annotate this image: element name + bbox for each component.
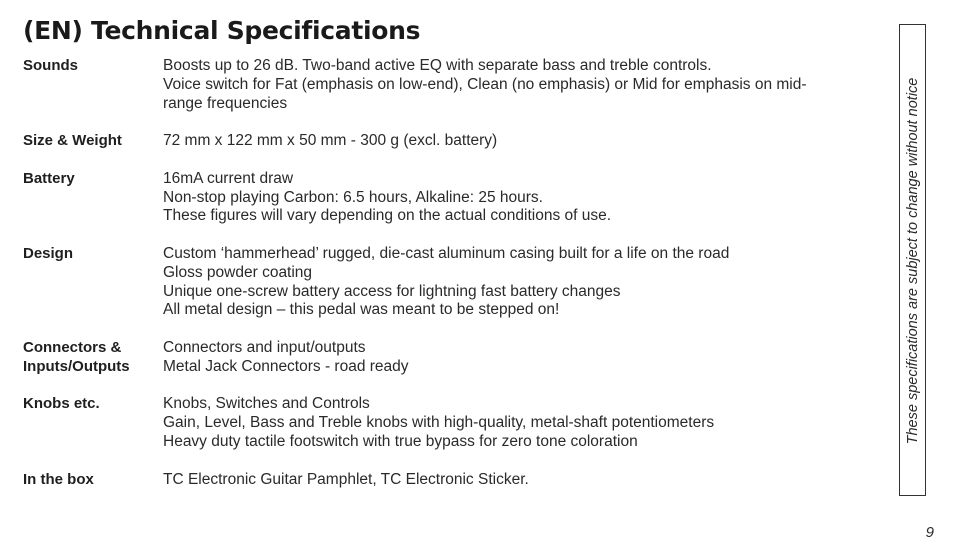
spec-row-size-weight [23, 132, 883, 151]
spec-line: 72 mm x 122 mm x 50 mm - 300 g (excl. battery) [163, 132, 498, 150]
spec-value [163, 339, 883, 377]
spec-line: 16mA current draw [163, 169, 294, 187]
spec-line: range frequencies [163, 94, 288, 112]
spec-line: Gloss powder coating [163, 263, 313, 281]
spec-label-line: Battery [23, 169, 75, 187]
spec-row-knobs [23, 395, 883, 451]
spec-line: Unique one-screw battery access for lightning fast battery changes [163, 282, 621, 300]
spec-label-line: Inputs/Outputs [23, 357, 130, 375]
spec-label [23, 132, 163, 151]
spec-label-line: Design [23, 244, 74, 262]
spec-label [23, 395, 163, 451]
spec-line: Boosts up to 26 dB. Two-band active EQ with separate bass and treble controls. [163, 57, 712, 74]
spec-line: Metal Jack Connectors - road ready [163, 357, 409, 375]
spec-label [23, 170, 163, 226]
spec-row-design [23, 245, 883, 320]
spec-label [23, 471, 163, 490]
spec-line: Gain, Level, Bass and Treble knobs with high-quality, metal-shaft potentiometers [163, 414, 715, 432]
spec-value [163, 132, 883, 151]
spec-label [23, 339, 163, 377]
spec-line: Voice switch for Fat (emphasis on low-end), Clean (no emphasis) or Mid for emphasis on mid- [163, 75, 807, 93]
spec-label [23, 245, 163, 320]
spec-line: Heavy duty tactile footswitch with true bypass for zero tone coloration [163, 432, 638, 450]
spec-row-sounds [23, 57, 883, 113]
spec-row-in-the-box [23, 471, 883, 490]
spec-line: Connectors and input/outputs [163, 338, 366, 356]
spec-label-line: In the box [23, 470, 94, 488]
spec-label-line: Sounds [23, 57, 78, 74]
side-note-text: These specifications are subject to change without notice [905, 77, 921, 445]
spec-line: All metal design – this pedal was meant to be stepped on! [163, 301, 560, 319]
spec-line: Knobs, Switches and Controls [163, 395, 370, 413]
spec-row-battery [23, 170, 883, 226]
spec-line: These figures will vary depending on the actual conditions of use. [163, 207, 612, 225]
spec-value [163, 170, 883, 226]
spec-label-line: Size & Weight [23, 132, 122, 150]
spec-label-line: Connectors & [23, 338, 122, 356]
spec-value [163, 245, 883, 320]
spec-line: Non-stop playing Carbon: 6.5 hours, Alkaline: 25 hours. [163, 188, 543, 206]
spec-line: Custom ‘hammerhead’ rugged, die-cast aluminum casing built for a life on the road [163, 244, 730, 262]
spec-value [163, 57, 883, 113]
spec-label [23, 57, 163, 113]
spec-row-connectors [23, 339, 883, 377]
spec-table [23, 57, 883, 508]
spec-label-line: Knobs etc. [23, 395, 100, 413]
side-note-box [899, 24, 926, 496]
spec-value [163, 471, 883, 490]
spec-line: TC Electronic Guitar Pamphlet, TC Electronic Sticker. [163, 470, 529, 488]
page-title: (EN) Technical Specifications [23, 16, 421, 45]
page-number: 9 [925, 524, 934, 541]
spec-value [163, 395, 883, 451]
